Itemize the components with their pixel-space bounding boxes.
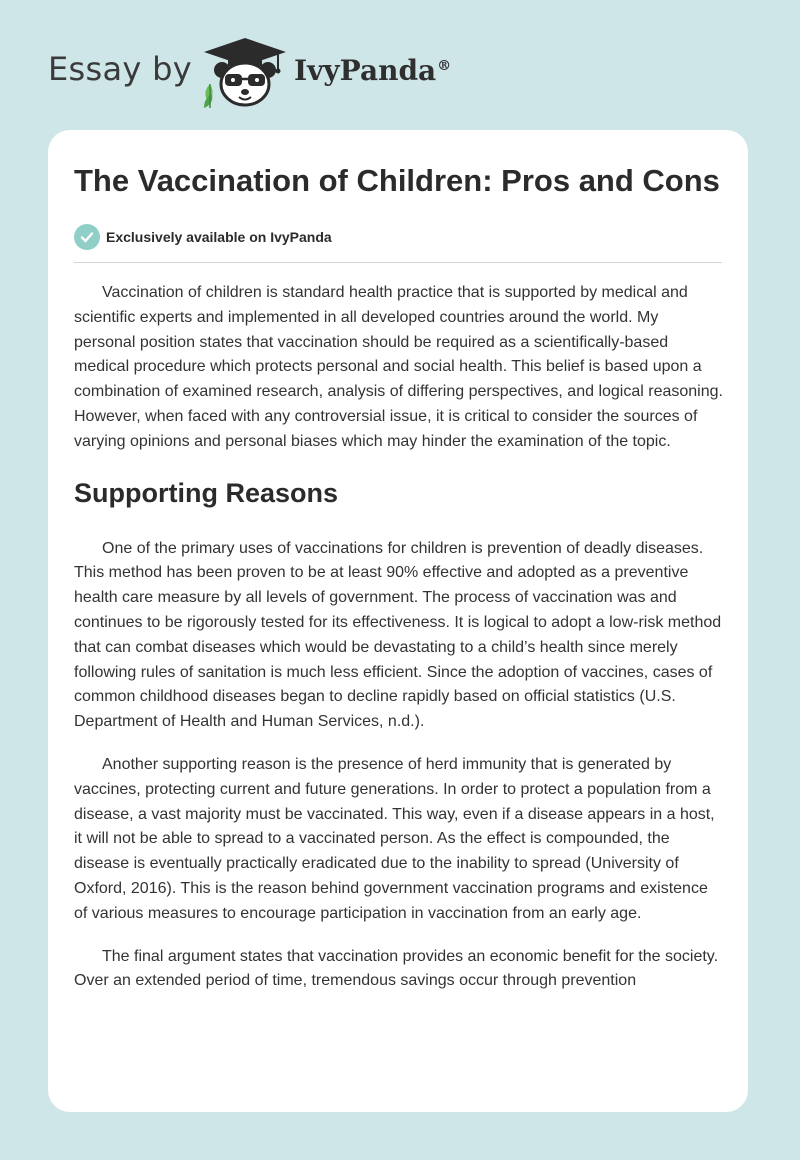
body-paragraph: One of the primary uses of vaccinations for children is prevention of deadly diseases. This method has been proven to be at least 90% effective and adopted as a preventive health care measure by all levels of government. The process of vaccination was and continues to be rigorously tested for its effectiveness. It is logical to adopt a low-risk method that can combat diseases which would be devastating to a child’s health since merely following rules of sanitation is much less efficient. Since the adoption of vaccines, cases of common childhood diseases began to decline rapidly based on official statistics (U.S. Department of Health and Human Services, n.d.). bbox=[74, 539, 722, 731]
registered-mark: ® bbox=[437, 57, 452, 74]
check-icon bbox=[74, 224, 100, 250]
divider bbox=[74, 262, 722, 263]
section-heading: Supporting Reasons bbox=[74, 477, 339, 508]
exclusive-badge bbox=[74, 223, 724, 251]
essay-content bbox=[74, 160, 724, 994]
exclusive-badge-label: Exclusively available on IvyPanda bbox=[106, 229, 332, 245]
brand-name[interactable]: IvyPanda® bbox=[294, 54, 452, 87]
body-paragraph: Another supporting reason is the presence of herd immunity that is generated by vaccines, protecting current and future generations. In order to protect a population from a disease, a vast majority must be vaccinated. This way, even if a disease appears in a host, it will not be able to spread to a vaccinated person. As the effect is compounded, the disease is eventually practically eradicated due to the inability to spread (University of Oxford, 2016). This is the reason behind government vaccination programs and existence of various measures to encourage participation in vaccination from an early age. bbox=[74, 755, 715, 922]
body-paragraph: The final argument states that vaccination provides an economic benefit for the society. Over an extended period of time, tremendous savings occur through prevention bbox=[74, 947, 719, 990]
essay-title: The Vaccination of Children: Pros and Cons bbox=[74, 163, 720, 198]
essay-card bbox=[48, 130, 748, 1112]
panda-graduate-logo-icon[interactable] bbox=[198, 36, 293, 108]
brand-prefix: Essay by bbox=[48, 50, 192, 88]
site-header bbox=[48, 36, 648, 108]
intro-paragraph: Vaccination of children is standard health practice that is supported by medical and scientific experts and implemented in all developed countries around the world. My personal position states that vaccination should be required as a scientifically-based medical procedure which protects personal and social health. This belief is based upon a combination of examined research, analysis of differing perspectives, and logical reasoning. However, when faced with any controversial issue, it is critical to consider the sources of varying opinions and personal biases which may hinder the examination of the topic. bbox=[74, 284, 723, 450]
